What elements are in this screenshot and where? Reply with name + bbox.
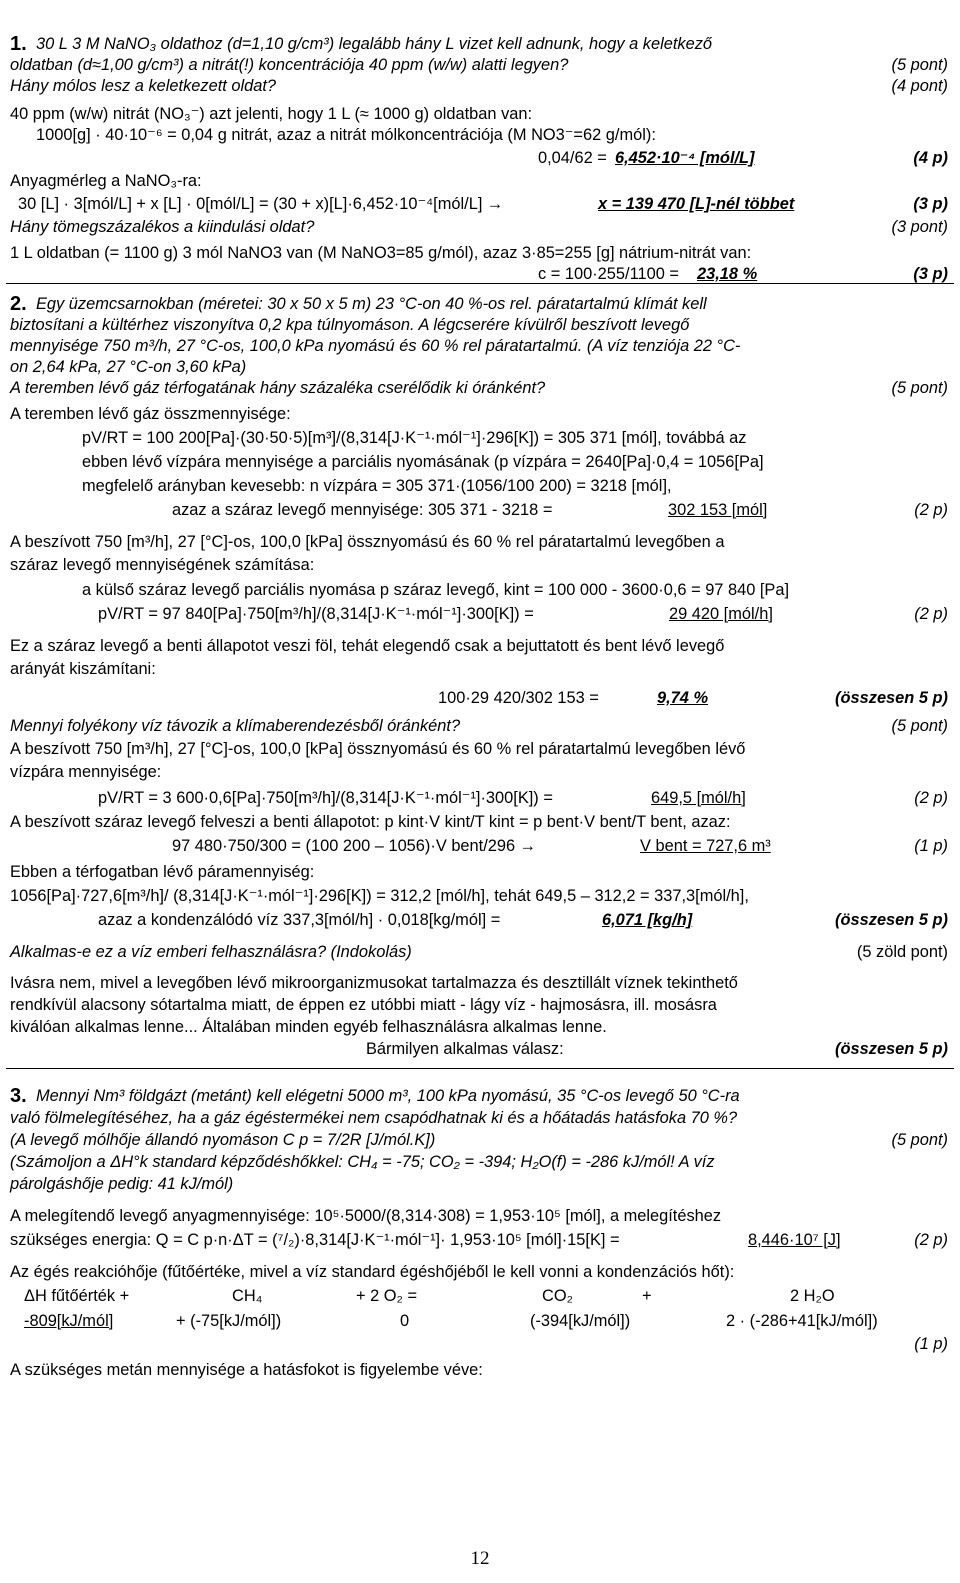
text-segment: Alkalmas-e ez a víz emberi felhasználásra? (Indokolás) [10, 943, 412, 961]
score-label: (összesen 5 p) [835, 1040, 948, 1058]
score-label: (3 pont) [891, 218, 948, 236]
text-segment: + (-75[kJ/mól]) [176, 1312, 282, 1330]
page-number: 12 [470, 1548, 490, 1569]
text-segment: száraz levegő mennyiségének számítása: [10, 556, 315, 574]
text-segment: 0,04/62 = [538, 149, 607, 167]
score-label: (2 p) [914, 605, 948, 623]
score-label: (5 zöld pont) [856, 943, 948, 961]
text-segment: CO₂ [542, 1287, 573, 1305]
score-label: (2 p) [914, 789, 948, 807]
text-segment: A beszívott 750 [m³/h], 27 [°C]-os, 100,0 [kPa] össznyomású és 60 % rel páratartalmú levegőben lévő [10, 740, 746, 758]
score-label: (1 p) [914, 837, 948, 855]
text-segment: Bármilyen alkalmas válasz: [366, 1040, 564, 1058]
text-segment: 1 L oldatban (= 1100 g) 3 mól NaNO3 van (M NaNO3=85 g/mól), azaz 3·85=255 [g] nátrium-nitrát van: [10, 244, 752, 262]
text-segment: 23,18 % [697, 265, 758, 283]
text-segment: Hány mólos lesz a keletkezett oldat? [10, 77, 277, 95]
score-label: (2 p) [914, 1231, 948, 1249]
text-segment: megfelelő arányban kevesebb: n vízpára = 305 371·(1056/100 200) = 3218 [mól], [82, 477, 672, 495]
text-segment: A szükséges metán mennyisége a hatásfokot is figyelembe véve: [10, 1361, 483, 1379]
text-segment: párolgáshője pedig: 41 kJ/mól) [10, 1175, 234, 1193]
score-label: (5 pont) [891, 379, 948, 397]
text-segment: pV/RT = 100 200[Pa]·(30·50·5)[m³]/(8,314[J·K⁻¹·mól⁻¹]·296[K]) = 305 371 [mól], továbbá az [82, 429, 747, 447]
text-segment: Ez a száraz levegő a benti állapotot veszi föl, tehát elegendő csak a bejuttatott és bent lévő levegő [10, 637, 725, 655]
score-label: (5 pont) [891, 1131, 948, 1149]
text-segment: CH₄ [232, 1287, 263, 1305]
text-segment: V bent = 727,6 m³ [640, 837, 771, 855]
text-segment: Mennyi folyékony víz távozik a klímaberendezésből óránként? [10, 717, 461, 735]
text-segment: 0 [400, 1312, 410, 1330]
score-label: (4 pont) [891, 77, 948, 95]
score-label: (3 p) [913, 195, 948, 213]
text-segment: (A levegő mólhője állandó nyomáson C p = 7/2R [J/mól.K]) [10, 1131, 436, 1149]
text-segment: Az égés reakcióhője (fűtőértéke, mivel a víz standard égéshőjéből le kell vonni a kondenzációs hőt): [10, 1263, 735, 1281]
text-segment: 29 420 [mól/h] [669, 605, 773, 623]
text-segment: vízpára mennyisége: [10, 763, 162, 781]
score-label: (4 p) [913, 149, 948, 167]
text-segment: 6,071 [kg/h] [602, 911, 693, 929]
text-segment: 1000[g] · 40·10⁻⁶ = 0,04 g nitrát, azaz a nitrát mólkoncentrációja (M NO3⁻=62 g/mól): [36, 126, 656, 144]
text-segment: x = 139 470 [L]-nél többet [598, 195, 795, 213]
text-segment: c = 100·255/1100 = [538, 265, 679, 283]
text-segment: 100·29 420/302 153 = [438, 689, 599, 707]
text-segment: 30 L 3 M NaNO₃ oldathoz (d=1,10 g/cm³) legalább hány L vizet kell adnunk, hogy a keletkező [36, 35, 713, 53]
text-segment: A teremben lévő gáz térfogatának hány százaléka cserélődik ki óránként? [10, 379, 546, 397]
text-segment: Anyagmérleg a NaNO₃-ra: [10, 172, 202, 190]
text-segment: A teremben lévő gáz összmennyisége: [10, 405, 291, 423]
text-segment: (-394[kJ/mól]) [530, 1312, 631, 1330]
text-segment: 649,5 [mól/h] [651, 789, 746, 807]
score-label: (5 pont) [891, 56, 948, 74]
text-segment: 2 H₂O [790, 1287, 835, 1305]
text-segment: biztosítani a kültérhez viszonyítva 0,2 kpa túlnyomáson. A légcserére kívülről beszívott levegő [10, 316, 690, 334]
text-segment: arányát kiszámítani: [10, 660, 156, 678]
text-segment: 9,74 % [657, 689, 709, 707]
text-segment: rendkívül alacsony sótartalma miatt, de éppen ez utóbbi miatt - lágy víz - hajmosásra, ill. mosásra [10, 996, 717, 1014]
text-segment: 30 [L] · 3[mól/L] + x [L] · 0[mól/L] = (30 + x)[L]·6,452·10⁻⁴[mól/L] → [18, 195, 504, 213]
text-segment: 302 153 [mól] [668, 501, 768, 519]
score-label: (összesen 5 p) [835, 689, 948, 707]
text-segment: 3. [10, 1085, 27, 1107]
text-segment: Mennyi Nm³ földgázt (metánt) kell elégetni 5000 m³, 100 kPa nyomású, 35 °C-os levegő 50 °C-ra [36, 1087, 740, 1105]
text-segment: 8,446·10⁷ [J] [748, 1231, 841, 1249]
score-label: (3 p) [913, 265, 948, 283]
text-segment: 2 · (-286+41[kJ/mól]) [726, 1312, 878, 1330]
text-segment: a külső száraz levegő parciális nyomása p száraz levegő, kint = 100 000 - 3600·0,6 = 97 840 [Pa] [82, 581, 790, 599]
score-label: (1 p) [914, 1335, 948, 1353]
text-segment: Hány tömegszázalékos a kiindulási oldat? [10, 218, 315, 236]
text-segment: azaz a száraz levegő mennyisége: 305 371 - 3218 = [172, 501, 553, 519]
text-segment: on 2,64 kPa, 27 °C-on 3,60 kPa) [10, 358, 247, 376]
text-segment: ebben lévő vízpára mennyisége a parciális nyomásának (p vízpára = 2640[Pa]·0,4 = 1056[Pa] [82, 453, 764, 471]
text-segment: való fölmelegítéséhez, ha a gáz égéstermékei nem csapódhatnak ki és a hőátadás hatásfoka 70 %? [10, 1109, 738, 1127]
text-segment: 1056[Pa]·727,6[m³/h]/ (8,314[J·K⁻¹·mól⁻¹]·296[K]) = 312,2 [mól/h], tehát 649,5 – 312,2 = 337,3[mól/h], [10, 887, 749, 905]
text-segment: 2. [10, 293, 27, 315]
text-segment: 1. [10, 33, 27, 55]
score-label: (összesen 5 p) [835, 911, 948, 929]
text-segment: + [642, 1287, 652, 1305]
section-divider [6, 1068, 954, 1069]
text-segment: Egy üzemcsarnokban (méretei: 30 x 50 x 5 m) 23 °C-on 40 %-os rel. páratartalmú klímát kell [36, 295, 707, 313]
text-segment: pV/RT = 3 600·0,6[Pa]·750[m³/h]/(8,314[J·K⁻¹·mól⁻¹]·300[K]) = [98, 789, 553, 807]
text-segment: Ivásra nem, mivel a levegőben lévő mikroorganizmusokat tartalmazza és desztillált víznek tekinthető [10, 974, 738, 992]
text-segment: kiválóan alkalmas lenne... Általában minden egyéb felhasználásra alkalmas lenne. [10, 1018, 607, 1036]
text-segment: 6,452·10⁻⁴ [mól/L] [615, 149, 755, 167]
text-segment: pV/RT = 97 840[Pa]·750[m³/h]/(8,314[J·K⁻¹·mól⁻¹]·300[K]) = [98, 605, 534, 623]
score-label: (5 pont) [891, 717, 948, 735]
text-segment: azaz a kondenzálódó víz 337,3[mól/h] · 0,018[kg/mól] = [98, 911, 501, 929]
text-segment: A beszívott száraz levegő felveszi a benti állapotot: p kint·V kint/T kint = p bent·V bent/T bent, azaz: [10, 813, 731, 831]
text-segment: oldatban (d≈1,00 g/cm³) a nitrát(!) koncentrációja 40 ppm (w/w) alatti legyen? [10, 56, 569, 74]
text-segment: ΔH fűtőérték + [24, 1287, 130, 1305]
text-segment: 40 ppm (w/w) nitrát (NO₃⁻) azt jelenti, hogy 1 L (≈ 1000 g) oldatban van: [10, 105, 533, 123]
section-divider [6, 283, 954, 284]
text-segment: A melegítendő levegő anyagmennyisége: 10⁵·5000/(8,314·308) = 1,953·10⁵ [mól], a melegítéshez [10, 1207, 722, 1225]
score-label: (2 p) [914, 501, 948, 519]
text-segment: -809[kJ/mól] [24, 1312, 114, 1330]
text-segment: 97 480·750/300 = (100 200 – 1056)·V bent/296 → [172, 837, 537, 855]
text-segment: A beszívott 750 [m³/h], 27 [°C]-os, 100,0 [kPa] össznyomású és 60 % rel páratartalmú levegőben a [10, 533, 725, 551]
text-segment: Ebben a térfogatban lévő páramennyiség: [10, 863, 315, 881]
text-segment: mennyisége 750 m³/h, 27 °C-os, 100,0 kPa nyomású és 60 % rel páratartalmú. (A víz tenziója 22 °C- [10, 337, 741, 355]
text-segment: (Számoljon a ΔH°k standard képződéshőkkel: CH₄ = -75; CO₂ = -394; H₂O(f) = -286 kJ/mól! A víz [10, 1153, 715, 1171]
text-segment: szükséges energia: Q = C p·n·ΔT = (⁷/₂)·8,314[J·K⁻¹·mól⁻¹]· 1,953·10⁵ [mól]·15[K] = [10, 1231, 620, 1249]
text-segment: + 2 O₂ = [356, 1287, 418, 1305]
